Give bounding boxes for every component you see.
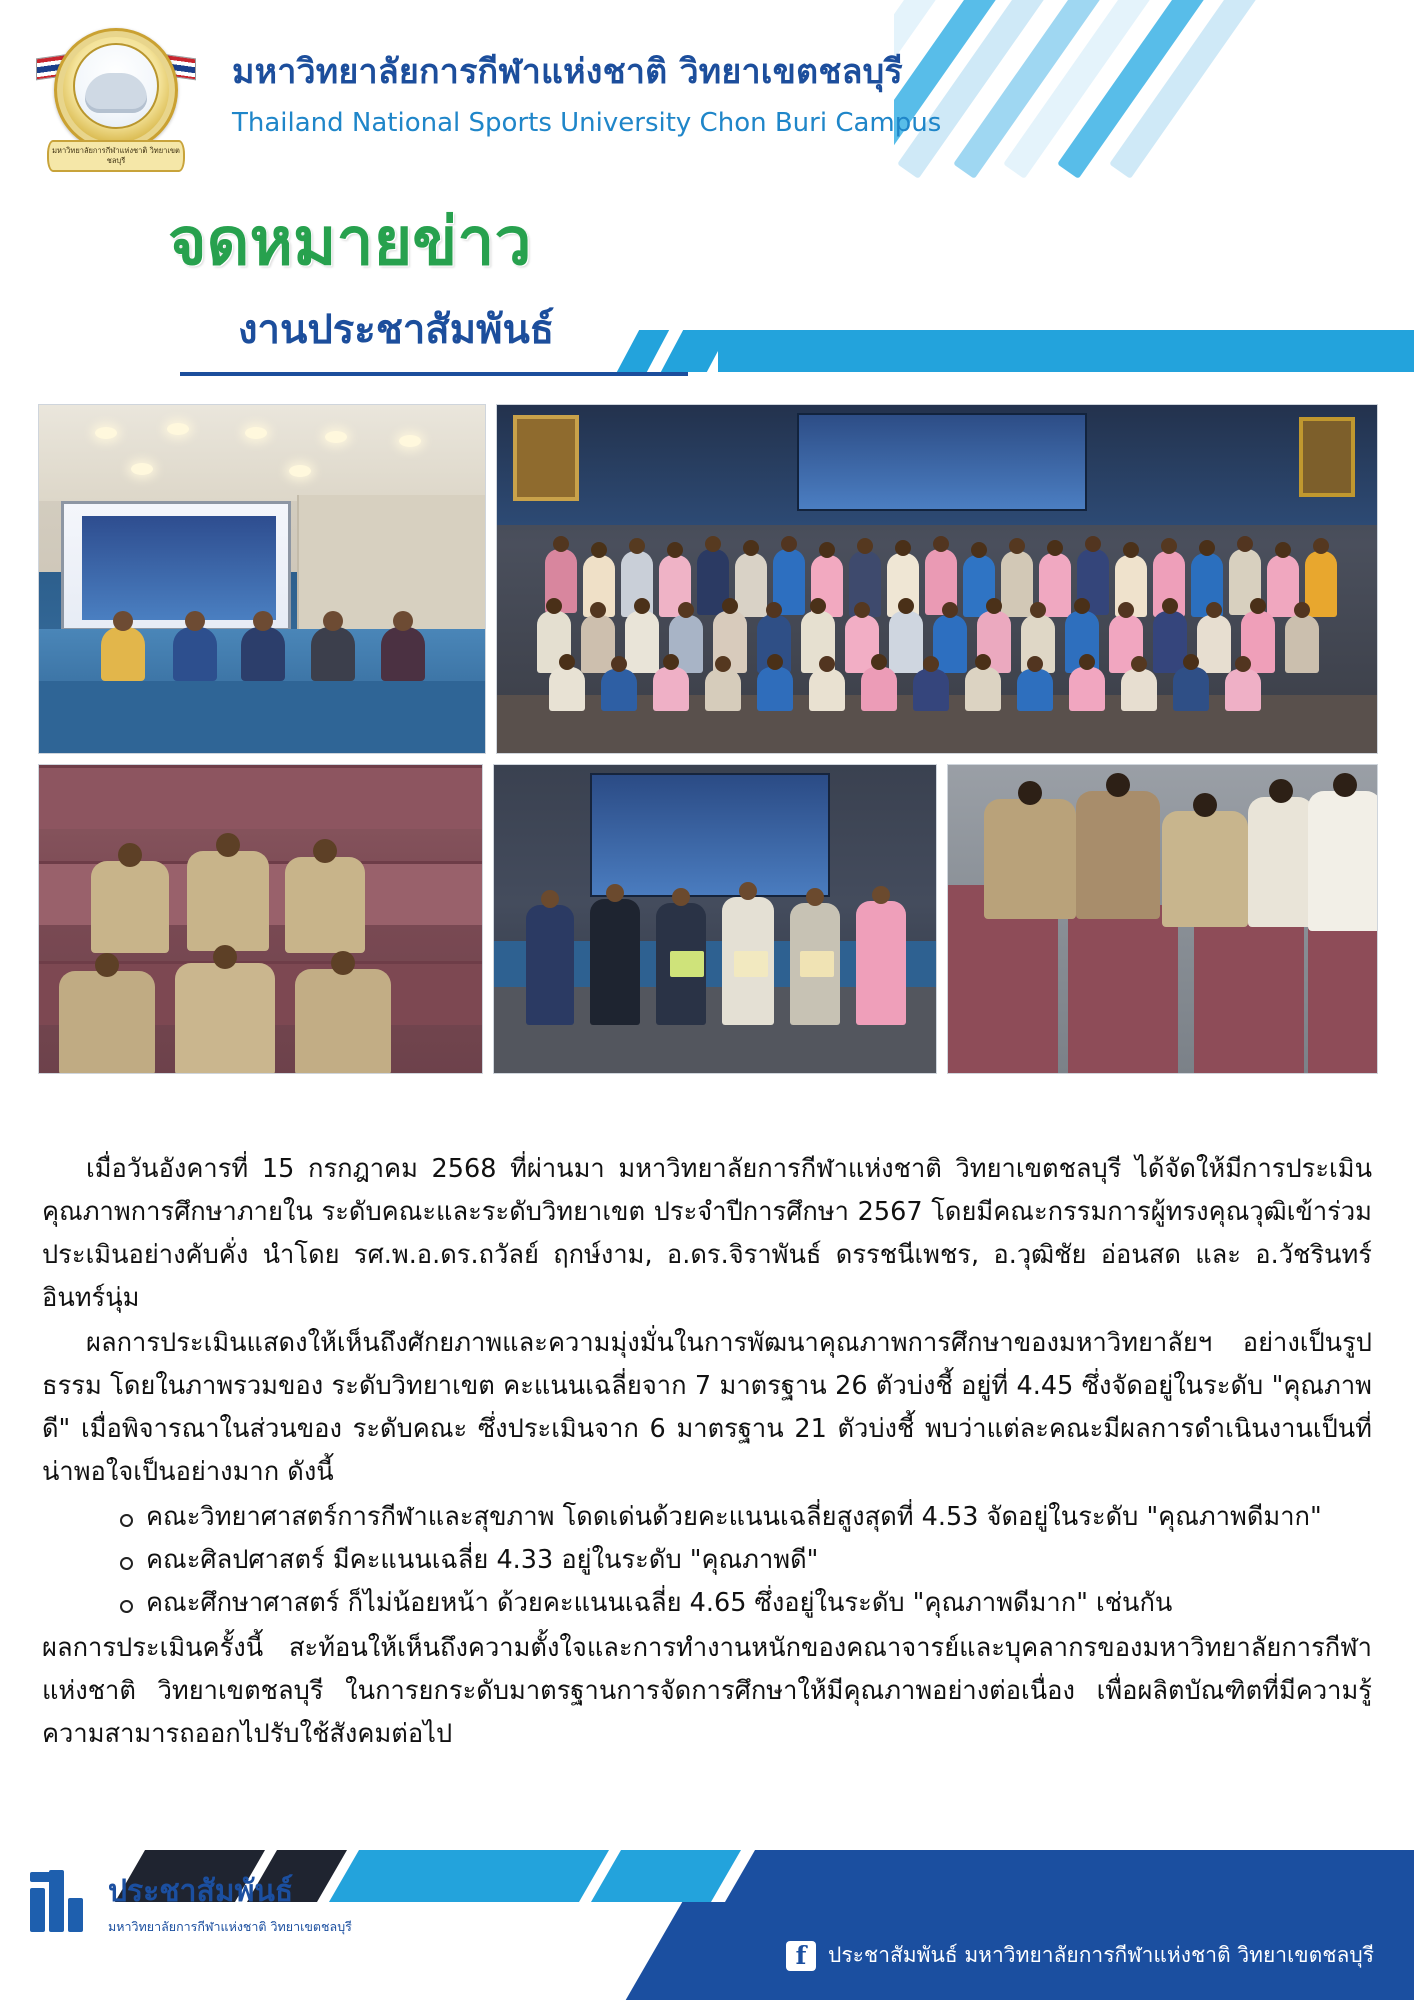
facebook-link[interactable] — [786, 1939, 1374, 1972]
table-skirt — [39, 681, 485, 753]
photo-group-assembly — [496, 404, 1378, 754]
royal-portrait-right — [1299, 417, 1355, 497]
projection-screen — [61, 501, 291, 631]
faculty-results-list — [42, 1496, 1372, 1625]
list-item: คณะวิทยาศาสตร์การกีฬาและสุขภาพ โดดเด่นด้วยคะแนนเฉลี่ยสูงสุดที่ 4.53 จัดอยู่ในระดับ "คุณภาพดีมาก" — [120, 1496, 1372, 1539]
photo-audience-uniform — [38, 764, 483, 1074]
facebook-page-name[interactable]: ประชาสัมพันธ์ มหาวิทยาลัยการกีฬาแห่งชาติ วิทยาเขตชลบุรี — [828, 1943, 1374, 1967]
logo-ribbon-text: มหาวิทยาลัยการกีฬาแห่งชาติ วิทยาเขตชลบุรี — [47, 140, 185, 172]
newsletter-title: จดหมายข่าว — [168, 203, 532, 280]
facebook-icon[interactable]: f — [786, 1941, 816, 1971]
photo-meeting-room-presentation — [38, 404, 486, 754]
photo-seated-participants — [947, 764, 1378, 1074]
list-item: คณะศิลปศาสตร์ มีคะแนนเฉลี่ย 4.33 อยู่ในระดับ "คุณภาพดี" — [120, 1539, 1372, 1582]
footer-brand-text — [108, 1868, 352, 1937]
pr-logo-icon — [30, 1864, 96, 1932]
header-accent-slash-2 — [617, 330, 669, 372]
article-paragraph-3: ผลการประเมินครั้งนี้ สะท้อนให้เห็นถึงความตั้งใจและการทำงานหนักของคณาจารย์และบุคลากรของมหาวิทยาลัยการกีฬาแห่งชาติ วิทยาเขตชลบุรี ในการยกระดับมาตรฐานการจัดการศึกษาให้มีคุณภาพอย่างต่อเนื่อง เพื่อผลิตบัณฑิตที่มีความรู้ความสามารถออกไปรับใช้สังคมต่อไป — [42, 1633, 1372, 1749]
footer-pr-subtitle: มหาวิทยาลัยการกีฬาแห่งชาติ วิทยาเขตชลบุรี — [108, 1919, 352, 1934]
photo-gallery — [38, 404, 1378, 1084]
header-accent-bar — [718, 330, 1414, 372]
title-underline — [180, 372, 688, 376]
projection-screen — [797, 413, 1087, 511]
photo-award-presentation — [493, 764, 938, 1074]
article-paragraph-1: เมื่อวันอังคารที่ 15 กรกฎาคม 2568 ที่ผ่านมา มหาวิทยาลัยการกีฬาแห่งชาติ วิทยาเขตชลบุรี ได้จัดให้มีการประเมินคุณภาพการศึกษาภายใน ระดับคณะและระดับวิทยาเขต ประจำปีการศึกษา 2567 โดยมีคณะกรรมการผู้ทรงคุณวุฒิเข้าร่วมประเมินอย่างคับคั่ง นำโดย รศ.พ.อ.ดร.ถวัลย์ ฤกษ์งาม, อ.ดร.จิราพันธ์ ดรรชนีเพชร, อ.วุฒิชัย อ่อนสด และ อ.วัชรินทร์ อินทร์นุ่ม — [42, 1154, 1372, 1313]
article-paragraph-2: ผลการประเมินแสดงให้เห็นถึงศักยภาพและความมุ่งมั่นในการพัฒนาคุณภาพการศึกษาของมหาวิทยาลัยฯ อย่างเป็นรูปธรรม โดยในภาพรวมของ ระดับวิทยาเขต คะแนนเฉลี่ยจาก 7 มาตรฐาน 26 ตัวบ่งชี้ อยู่ที่ 4.45 ซึ่งจัดอยู่ในระดับ "คุณภาพดี" เมื่อพิจารณาในส่วนของ ระดับคณะ ซึ่งประเมินจาก 6 มาตรฐาน 21 ตัวบ่งชี้ พบว่าแต่ละคณะมีผลการดำเนินงานเป็นที่น่าพอใจเป็นอย่างมาก ดังนี้ — [42, 1328, 1372, 1487]
header-decorative-stripes — [894, 0, 1414, 230]
ceiling — [39, 405, 485, 501]
logo-inner-disc — [73, 43, 159, 129]
article-body — [42, 1148, 1372, 1758]
university-name-th: มหาวิทยาลัยการกีฬาแห่งชาติ วิทยาเขตชลบุรี — [232, 52, 903, 92]
newsletter-subtitle: งานประชาสัมพันธ์ — [238, 307, 555, 353]
page-footer — [0, 1850, 1414, 2000]
university-logo — [46, 22, 186, 172]
logo-emblem-circle — [54, 28, 178, 152]
projection-screen — [590, 773, 830, 897]
list-item: คณะศึกษาศาสตร์ ก็ไม่น้อยหน้า ด้วยคะแนนเฉลี่ย 4.65 ซึ่งอยู่ในระดับ "คุณภาพดีมาก" เช่นกัน — [120, 1582, 1372, 1625]
projection-screen-content — [82, 516, 276, 620]
photo-row-top — [38, 404, 1378, 754]
university-name-en: Thailand National Sports University Chon Buri Campus — [232, 108, 942, 138]
logo-elephant-icon — [85, 73, 147, 113]
page-header — [0, 0, 1414, 392]
footer-pr-title: ประชาสัมพันธ์ — [108, 1874, 294, 1909]
royal-portrait-left — [513, 415, 579, 501]
photo-row-bottom — [38, 764, 1378, 1074]
